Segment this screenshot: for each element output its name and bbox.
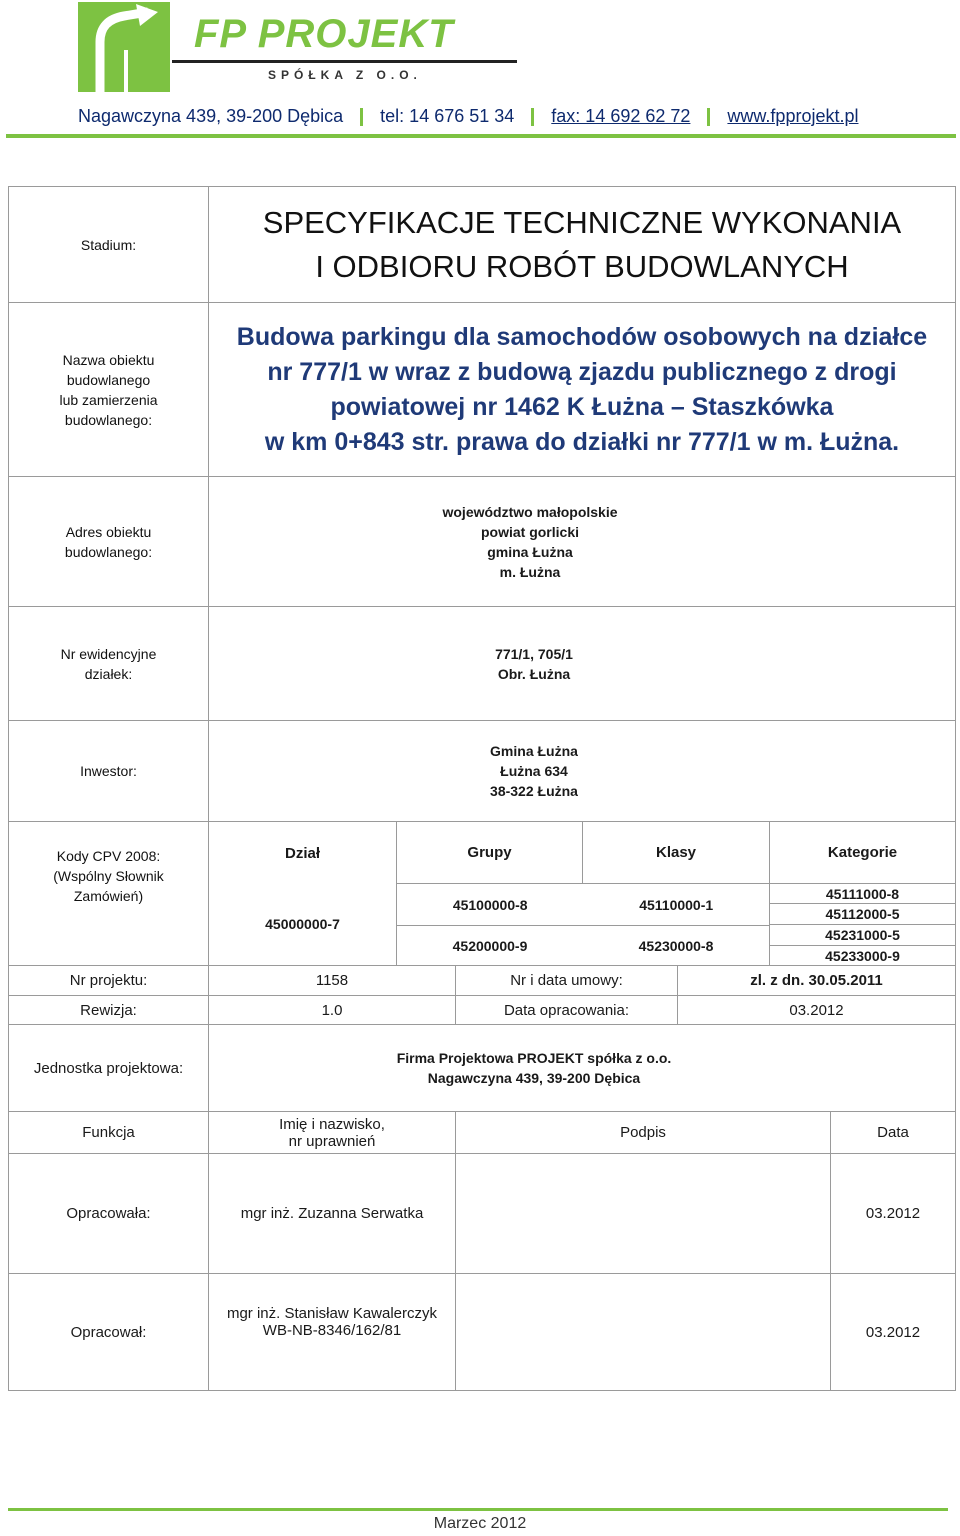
date-label: Data opracowania: xyxy=(455,995,678,1025)
sig-header-podpis: Podpis xyxy=(455,1111,831,1154)
contract-label: Nr i data umowy: xyxy=(455,965,678,996)
object-name-value: Budowa parkingu dla samochodów osobowych na działce nr 777/1 w wraz z budową zjazdu publicznego z drogi powiatowej nr 1462 K Łużna – Staszkówka w km 0+843 str. prawa do działki nr 777/1 w m. Łużna. xyxy=(208,302,956,477)
sig-date: 03.2012 xyxy=(830,1153,956,1274)
contact-line xyxy=(78,106,858,127)
logo-rule xyxy=(172,60,517,63)
sig-header-imie: Imię i nazwisko, nr uprawnień xyxy=(208,1111,456,1154)
sig-name: mgr inż. Stanisław Kawalerczyk WB-NB-8346/162/81 xyxy=(208,1273,456,1391)
stadium-label: Stadium: xyxy=(8,186,209,303)
cpv-grupa: 45200000-9 xyxy=(452,937,528,954)
website-link[interactable]: www.fpprojekt.pl xyxy=(727,106,859,126)
cpv-grupa: 45100000-8 xyxy=(452,896,528,913)
cpv-header-kategorie: Kategorie xyxy=(769,821,956,884)
cpv-kategoria: 45231000-5 xyxy=(769,924,956,946)
sig-header-data: Data xyxy=(830,1111,956,1154)
cpv-kategoria: 45233000-9 xyxy=(769,945,956,966)
cpv-label: Kody CPV 2008: (Wspólny Słownik Zamówień) xyxy=(8,821,209,966)
date-value: 03.2012 xyxy=(677,995,956,1025)
cpv-kategoria: 45112000-5 xyxy=(769,903,956,925)
revision-value: 1.0 xyxy=(208,995,456,1025)
address-label: Adres obiektu budowlanego: xyxy=(8,476,209,607)
investor-value: Gmina Łużna Łużna 634 38-322 Łużna xyxy=(208,720,956,822)
sig-signature-field xyxy=(455,1153,831,1274)
cpv-klasa: 45230000-8 xyxy=(638,937,714,954)
cpv-row-1 xyxy=(396,883,770,926)
unit-value: Firma Projektowa PROJEKT spółka z o.o. Nagawczyna 439, 39-200 Dębica xyxy=(208,1024,956,1112)
logo-subtitle: SPÓŁKA Z O.O. xyxy=(268,68,422,82)
separator xyxy=(531,108,534,126)
parcels-label: Nr ewidencyjne działek: xyxy=(8,606,209,721)
header-rule xyxy=(6,134,956,138)
company-logo xyxy=(78,2,528,92)
sig-role: Opracowała: xyxy=(8,1153,209,1274)
project-number-value: 1158 xyxy=(208,965,456,996)
sig-header-funkcja: Funkcja xyxy=(8,1111,209,1154)
address-value: województwo małopolskie powiat gorlicki gmina Łużna m. Łużna xyxy=(208,476,956,607)
project-number-label: Nr projektu: xyxy=(8,965,209,996)
cpv-kategoria: 45111000-8 xyxy=(769,883,956,904)
document-title-line-2: I ODBIORU ROBÓT BUDOWLANYCH xyxy=(315,248,849,284)
fax: fax: 14 692 62 72 xyxy=(551,106,691,126)
footer-rule xyxy=(8,1508,948,1511)
cpv-header-grupy: Grupy xyxy=(396,821,583,884)
cpv-dzial-value: 45000000-7 xyxy=(208,883,397,966)
cpv-klasa: 45110000-1 xyxy=(639,896,714,913)
cpv-header-klasy: Klasy xyxy=(582,821,770,884)
cpv-header-dzial: Dział xyxy=(208,821,397,884)
separator xyxy=(707,108,710,126)
separator xyxy=(360,108,363,126)
logo-name: FP PROJEKT xyxy=(194,12,454,56)
contract-value: zl. z dn. 30.05.2011 xyxy=(677,965,956,996)
document-title-line-1: SPECYFIKACJE TECHNICZNE WYKONANIA xyxy=(262,204,902,240)
revision-label: Rewizja: xyxy=(8,995,209,1025)
sig-date: 03.2012 xyxy=(830,1273,956,1391)
investor-label: Inwestor: xyxy=(8,720,209,822)
object-name-label: Nazwa obiektu budowlanego lub zamierzenia budowlanego: xyxy=(8,302,209,477)
company-address: Nagawczyna 439, 39-200 Dębica xyxy=(78,106,344,126)
cpv-row-2 xyxy=(396,925,770,966)
unit-label: Jednostka projektowa: xyxy=(8,1024,209,1112)
phone: tel: 14 676 51 34 xyxy=(380,106,515,126)
footer-date: Marzec 2012 xyxy=(433,1515,527,1532)
sig-name: mgr inż. Zuzanna Serwatka xyxy=(208,1153,456,1274)
sig-role: Opracował: xyxy=(8,1273,209,1391)
stadium-value xyxy=(208,186,956,303)
sig-signature-field xyxy=(455,1273,831,1391)
logo-mark-icon xyxy=(78,2,170,92)
parcels-value: 771/1, 705/1 Obr. Łużna xyxy=(208,606,956,721)
